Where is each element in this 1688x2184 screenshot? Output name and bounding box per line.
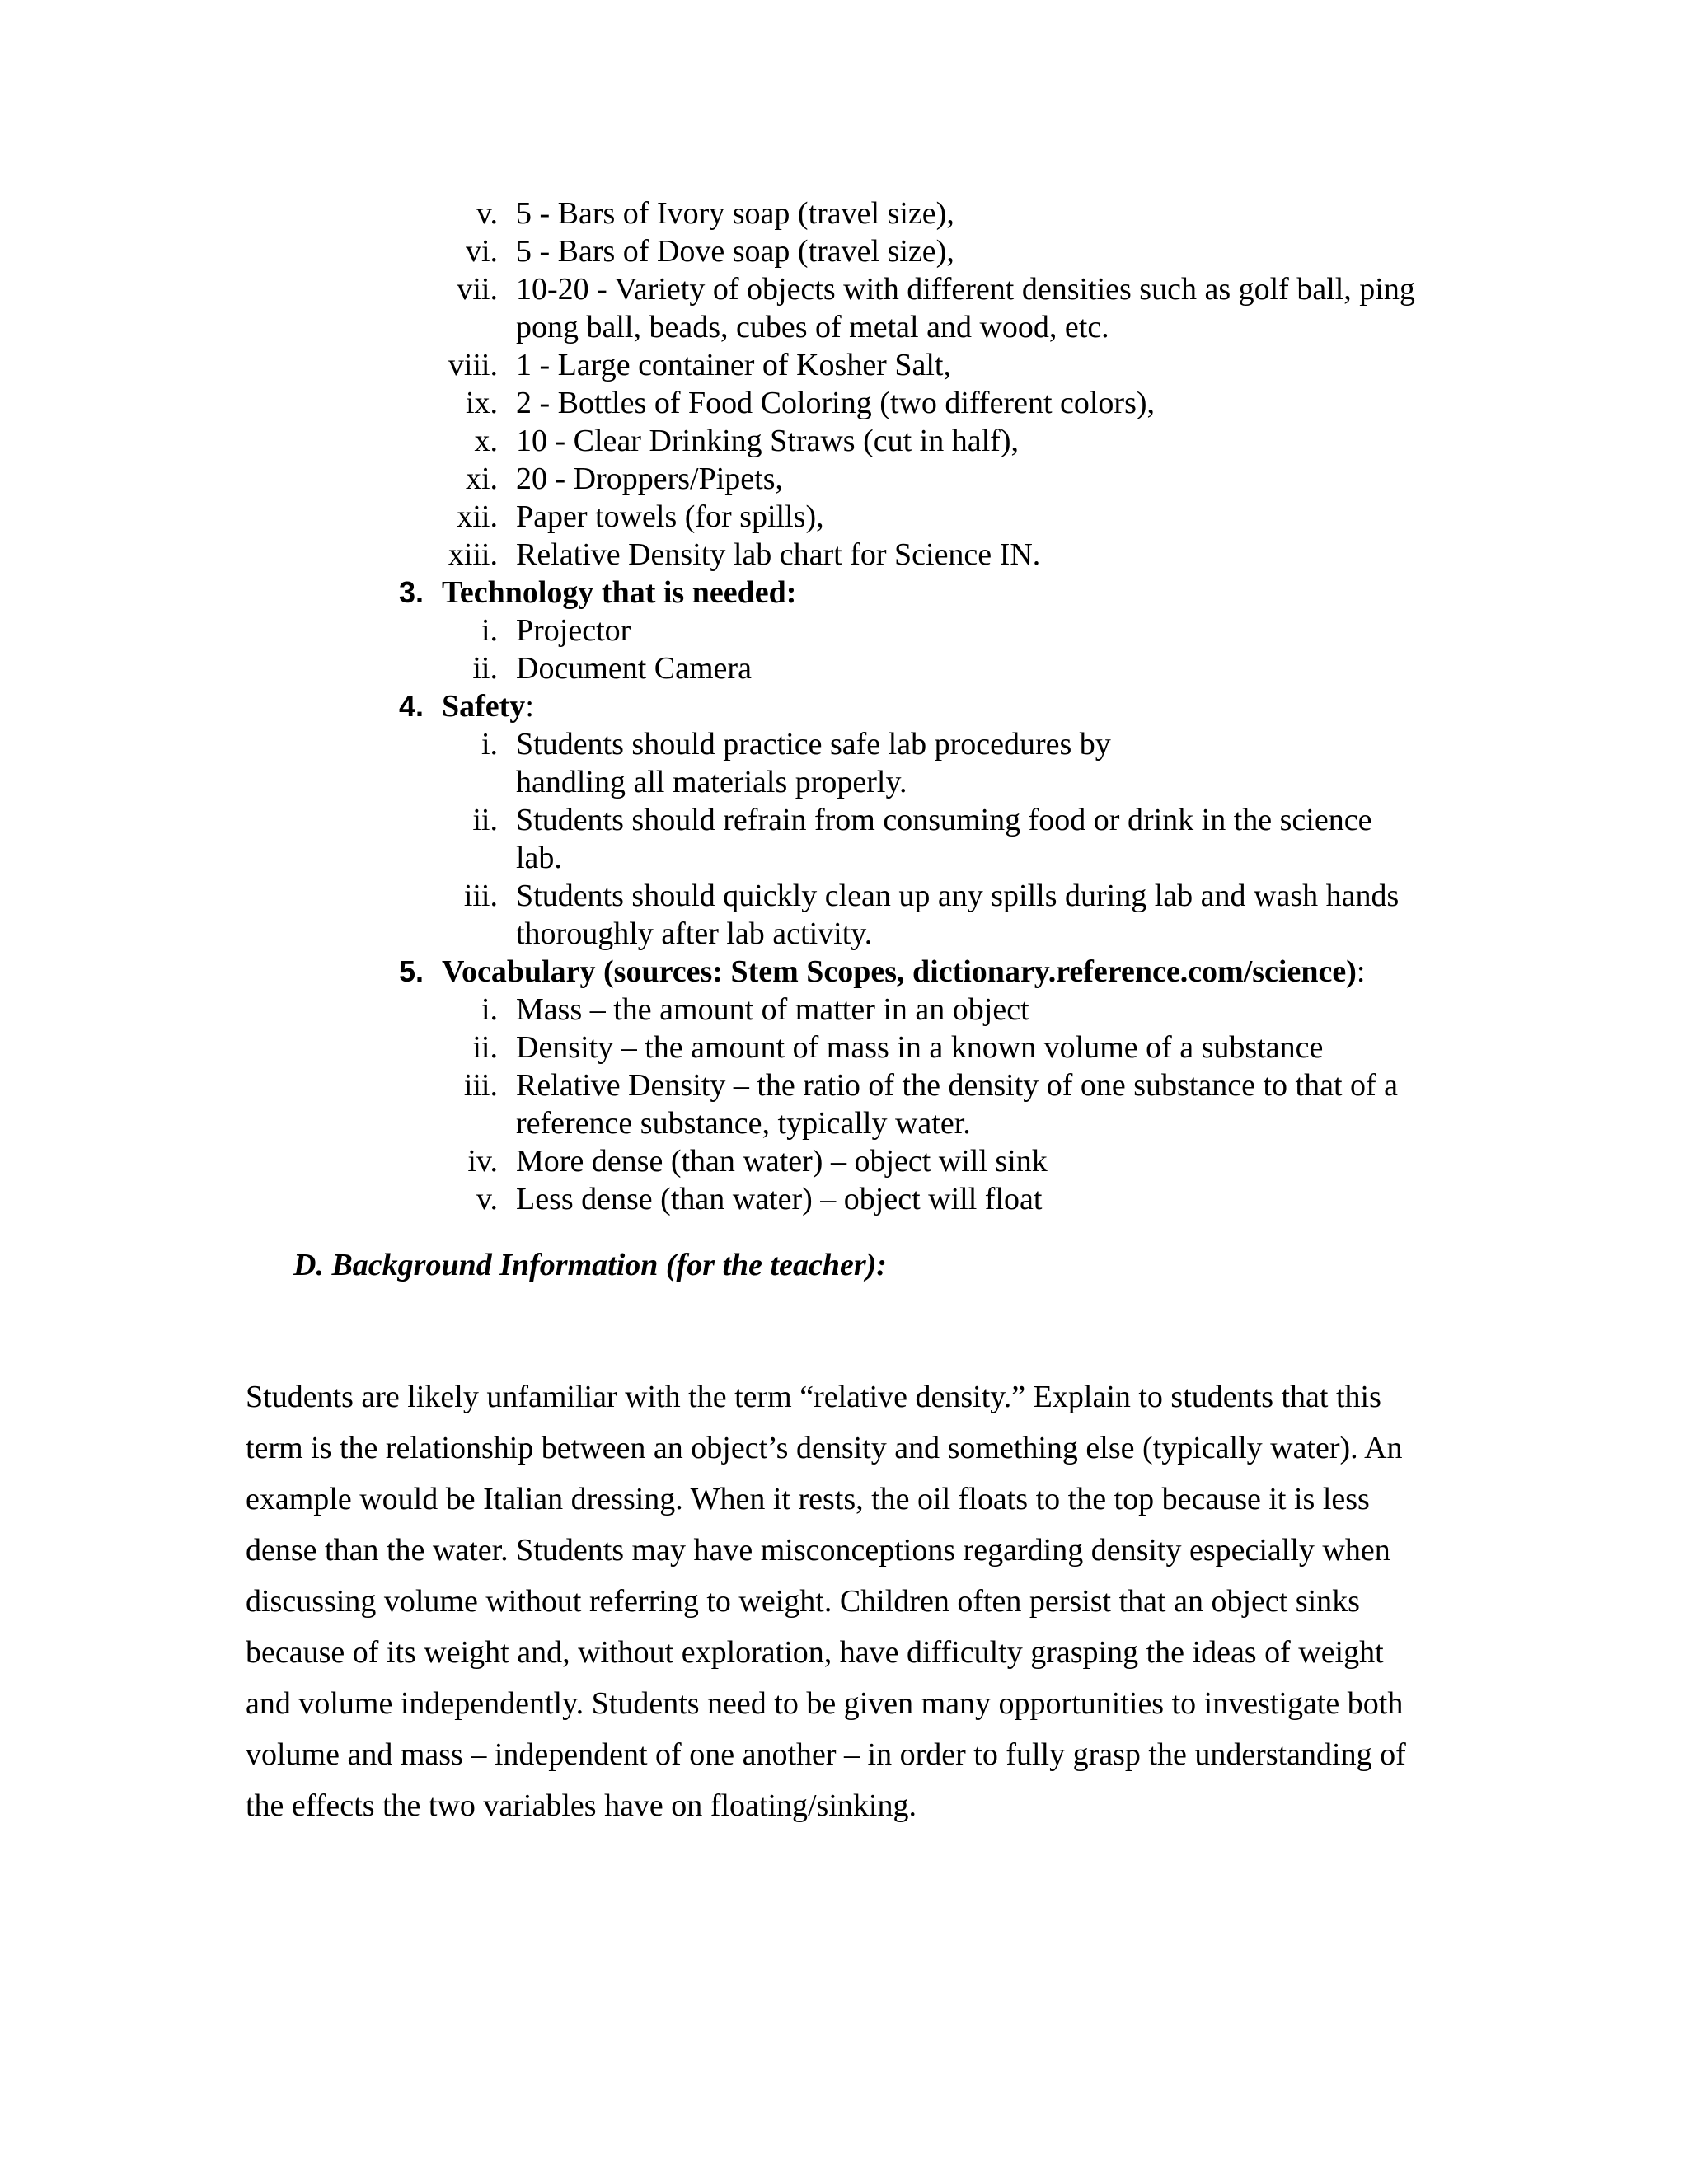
list-item: [0, 1066, 1688, 1142]
list-item-text: More dense (than water) – object will sink: [516, 1144, 1048, 1179]
list-item-text: Students should refrain from consuming food or drink in the science lab.: [516, 803, 1372, 875]
list-marker: v.: [476, 196, 498, 231]
list-item: [0, 232, 1688, 270]
list-item-text: 20 - Droppers/Pipets,: [516, 462, 784, 496]
section-number: 5.: [398, 954, 424, 988]
list-marker: iii.: [463, 879, 498, 913]
section-heading-colon: :: [525, 689, 534, 724]
list-item-text: 5 - Bars of Dove soap (travel size),: [516, 234, 954, 269]
list-item-text: 2 - Bottles of Food Coloring (two different colors),: [516, 386, 1156, 420]
list-item: [0, 991, 1688, 1029]
list-item: [0, 1029, 1688, 1066]
list-marker: xii.: [457, 499, 498, 534]
list-marker: iii.: [463, 1068, 498, 1103]
list-item: [0, 612, 1688, 649]
list-marker: i.: [481, 992, 498, 1027]
list-item-text: 10 - Clear Drinking Straws (cut in half),: [516, 424, 1019, 458]
list-item: [0, 801, 1688, 877]
background-paragraph: Students are likely unfamiliar with the term “relative density.” Explain to students that this term is the relationship between an object’s density and something else (typically water). An example would be Italian dressing. When it rests, the oil floats to the top because it is less dense than the water. Students may have misconceptions regarding density especially when discussing volume without referring to weight. Children often persist that an object sinks because of its weight and, without exploration, have difficulty grasping the ideas of weight and volume independently. Students need to be given many opportunities to investigate both volume and mass – independent of one another – in order to fully grasp the understanding of the effects the two variables have on floating/sinking.: [246, 1380, 1406, 1823]
section-heading-text: Vocabulary (sources: Stem Scopes, dictionary.reference.com/science): [442, 954, 1357, 989]
section-number: 3.: [398, 575, 424, 609]
list-marker: ii.: [472, 803, 498, 837]
list-marker: vi.: [465, 234, 498, 269]
list-marker: v.: [476, 1182, 498, 1216]
list-marker: xiii.: [448, 537, 498, 572]
list-item-text: Less dense (than water) – object will float: [516, 1182, 1043, 1216]
section-heading-background: D. Background Information (for the teacher):: [293, 1248, 887, 1282]
list-item: [0, 1180, 1688, 1218]
section-heading-technology: [0, 574, 1688, 612]
section-heading-safety: [0, 687, 1688, 725]
list-item: [0, 1142, 1688, 1180]
section-heading-text: Safety: [442, 689, 526, 724]
list-item: [0, 194, 1688, 232]
list-marker: i.: [481, 727, 498, 762]
list-item-text: Relative Density lab chart for Science IN.: [516, 537, 1041, 572]
list-item: [0, 346, 1688, 384]
list-marker: ii.: [472, 651, 498, 686]
list-marker: x.: [474, 424, 498, 458]
list-item: [0, 422, 1688, 460]
section-heading-colon: :: [1356, 954, 1366, 989]
list-marker: vii.: [457, 272, 498, 307]
list-marker: ix.: [465, 386, 498, 420]
list-item: [0, 649, 1688, 687]
list-item-text: Relative Density – the ratio of the density of one substance to that of a reference substance, typically water.: [516, 1068, 1399, 1141]
list-item-text: Density – the amount of mass in a known volume of a substance: [516, 1030, 1324, 1065]
list-item-text: Projector: [516, 613, 631, 648]
list-item-text: 5 - Bars of Ivory soap (travel size),: [516, 196, 954, 231]
list-marker: xi.: [465, 462, 498, 496]
list-item: [0, 460, 1688, 498]
list-item-text: 10-20 - Variety of objects with different densities such as golf ball, ping pong ball, beads, cubes of metal and wood, etc.: [516, 272, 1415, 344]
materials-list: [0, 194, 1688, 1218]
list-marker: i.: [481, 613, 498, 648]
list-item: [0, 877, 1688, 953]
section-heading-text: Technology that is needed:: [442, 575, 797, 610]
list-marker: ii.: [472, 1030, 498, 1065]
section-heading-vocabulary: [0, 953, 1688, 991]
list-item: [0, 498, 1688, 536]
list-item-text: Mass – the amount of matter in an object: [516, 992, 1029, 1027]
list-item-text: Students should practice safe lab procedures by handling all materials properly.: [516, 727, 1111, 799]
list-item: [0, 725, 1688, 801]
list-item-text: 1 - Large container of Kosher Salt,: [516, 348, 951, 382]
section-number: 4.: [398, 689, 424, 723]
list-item-text: Paper towels (for spills),: [516, 499, 824, 534]
list-item: [0, 536, 1688, 574]
list-marker: iv.: [467, 1144, 498, 1179]
list-item-text: Document Camera: [516, 651, 752, 686]
list-item-text: Students should quickly clean up any spills during lab and wash hands thoroughly after lab activity.: [516, 879, 1400, 951]
list-item: [0, 270, 1688, 346]
list-marker: viii.: [448, 348, 498, 382]
list-item: [0, 384, 1688, 422]
